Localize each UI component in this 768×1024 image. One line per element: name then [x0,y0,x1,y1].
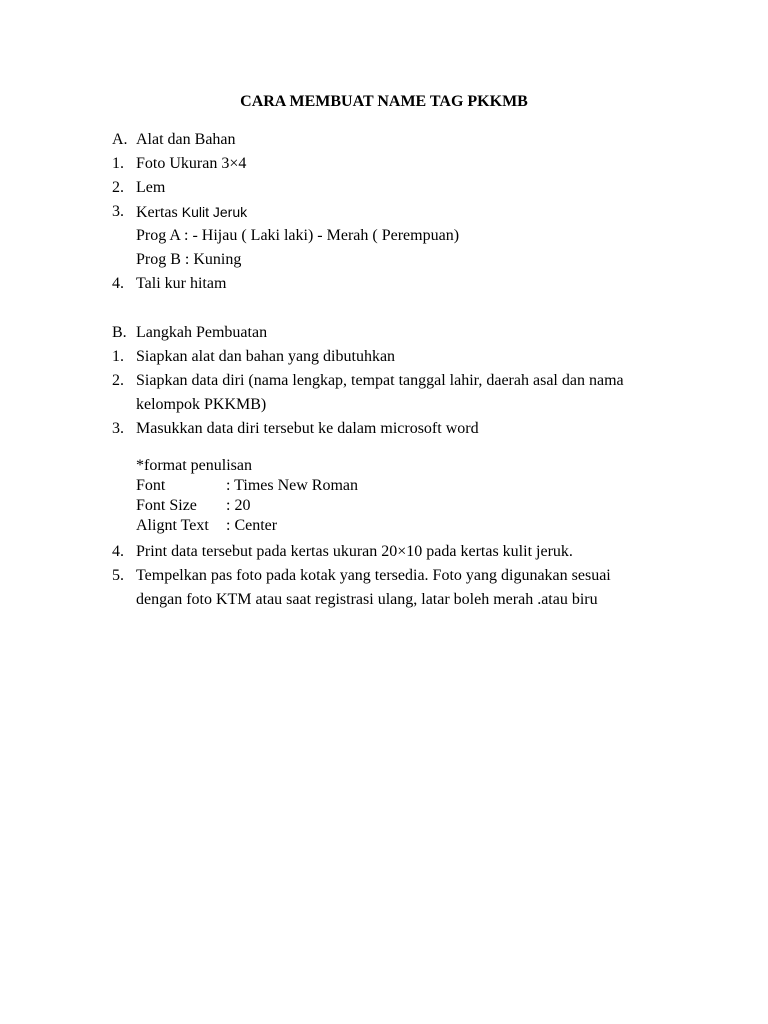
paper-type: Kulit Jeruk [181,204,248,220]
format-row [136,496,672,516]
section-heading-text: Alat dan Bahan [136,131,236,148]
page-title: CARA MEMBUAT NAME TAG PKKMB [240,93,528,110]
list-item-text: Prog A : - Hijau ( Laki laki) - Merah ( Perempuan) [136,227,460,244]
list-item [112,540,672,564]
section-heading-text: Langkah Pembuatan [136,324,268,341]
list-item-sub [112,224,672,248]
list-marker: 2. [112,372,124,389]
format-heading: *format penulisan [136,457,252,474]
section-heading [112,321,672,345]
format-row [136,476,672,496]
section-heading [112,128,672,152]
format-row [136,516,672,536]
format-value: : 20 [226,497,251,514]
section-marker: B. [112,324,127,341]
list-item [112,272,672,296]
section-langkah-pembuatan [112,321,672,441]
list-item-text: Tali kur hitam [136,275,227,292]
format-penulisan [112,456,672,536]
list-item-text: Masukkan data diri tersebut ke dalam microsoft word [136,420,479,437]
list-item [112,152,672,176]
list-marker: 1. [112,155,124,172]
list-item-line: Tempelkan pas foto pada kotak yang tersedia. Foto yang digunakan sesuai [136,567,611,584]
list-item-line: dengan foto KTM atau saat registrasi ulang, latar boleh merah .atau biru [136,591,598,608]
list-item-sub [112,248,672,272]
format-value: : Center [226,517,278,534]
list-item-text [136,200,672,225]
list-item-line: Siapkan data diri (nama lengkap, tempat tanggal lahir, daerah asal dan nama [136,372,624,389]
list-item-line: kelompok PKKMB) [136,396,267,413]
list-item [112,369,672,417]
list-item [112,176,672,200]
list-marker: 4. [112,275,124,292]
list-item [112,417,672,441]
section-alat-dan-bahan [112,128,672,296]
list-item-text [136,369,672,417]
list-item-text [136,564,672,612]
list-marker: 1. [112,348,124,365]
section-marker: A. [112,131,128,148]
list-marker: 5. [112,567,124,584]
list-item [112,200,672,224]
list-item-text: Lem [136,179,166,196]
format-value: : Times New Roman [226,477,359,494]
list-item [112,345,672,369]
list-marker: 2. [112,179,124,196]
list-marker: 3. [112,203,124,220]
format-key: Font Size [136,497,197,514]
list-item-text: Prog B : Kuning [136,251,242,268]
list-item-text: Siapkan alat dan bahan yang dibutuhkan [136,348,396,365]
list-item-text: Print data tersebut pada kertas ukuran 20×10 pada kertas kulit jeruk. [136,543,573,560]
list-item-text: Foto Ukuran 3×4 [136,155,247,172]
list-marker: 3. [112,420,124,437]
list-marker: 4. [112,543,124,560]
paper-label: Kertas [136,204,178,221]
list-item [112,564,672,612]
format-table [112,476,672,536]
format-key: Alignt Text [136,517,209,534]
section-langkah-lanjutan [112,540,672,612]
format-key: Font [136,477,166,494]
